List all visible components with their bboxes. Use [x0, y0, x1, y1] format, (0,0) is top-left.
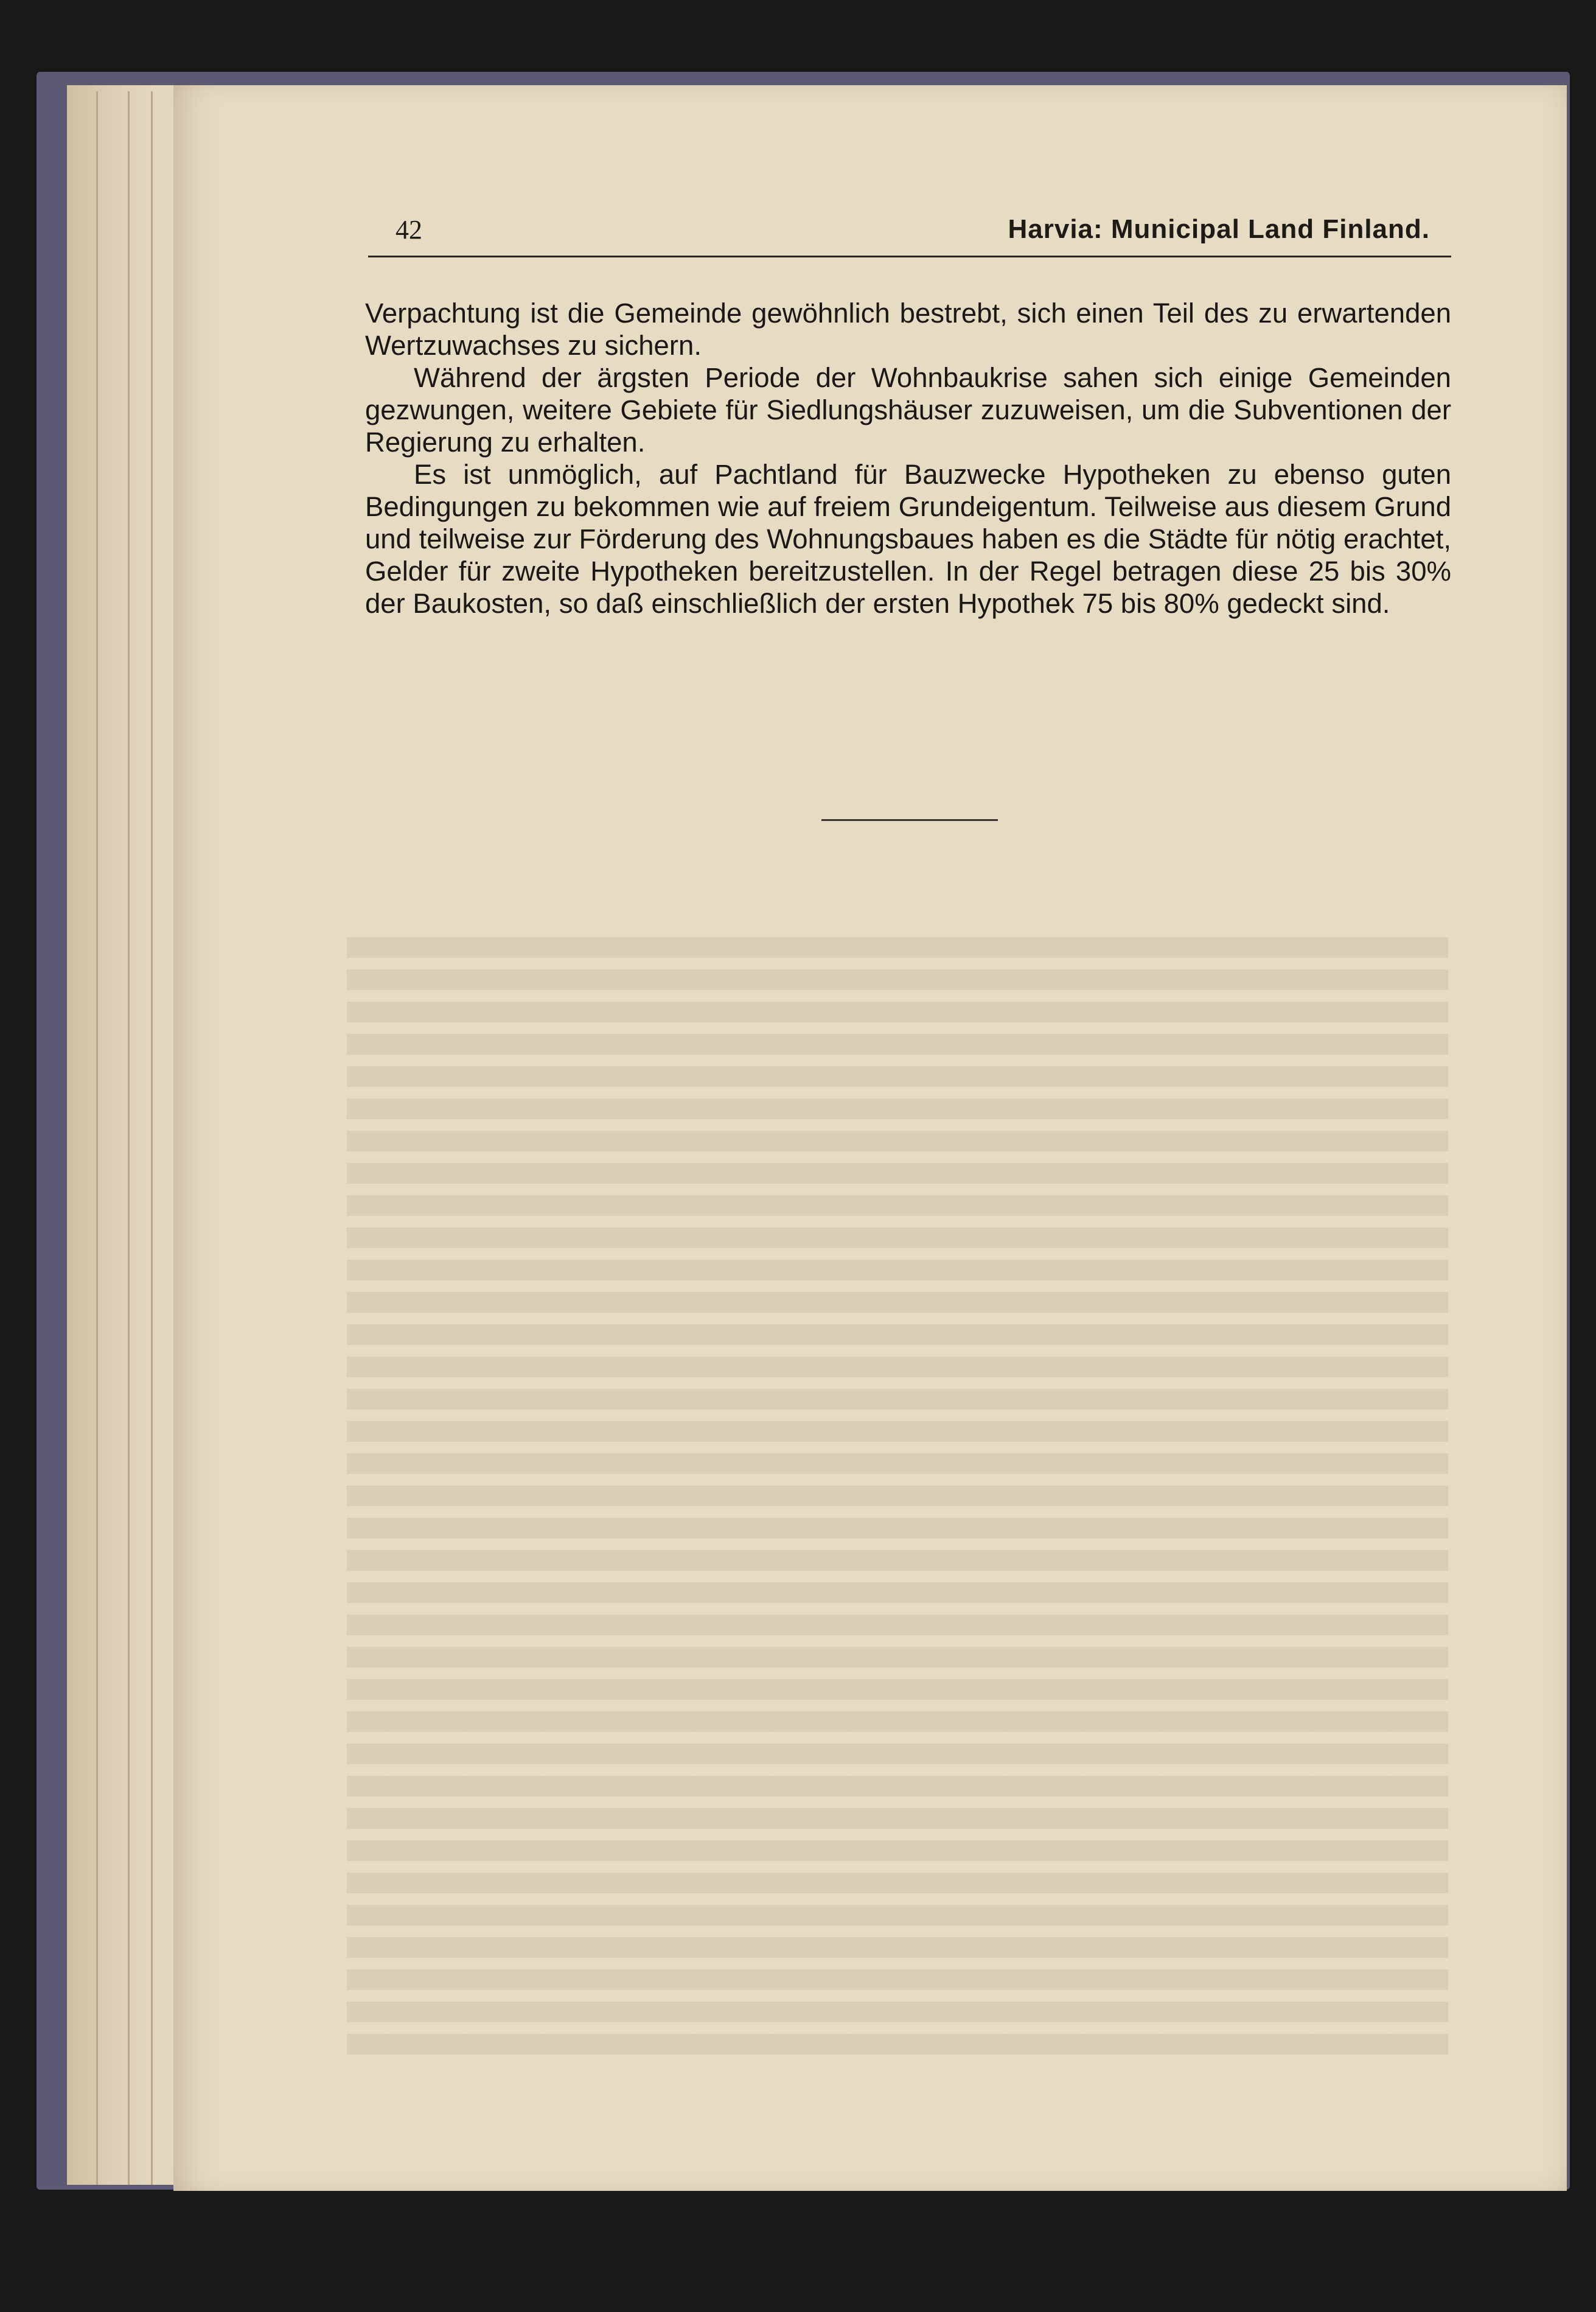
- page-number: 42: [396, 215, 422, 245]
- page-edge-line: [96, 91, 98, 2185]
- page-header: [377, 214, 1448, 251]
- paragraph: Verpachtung ist die Gemeinde gewöhnlich bestrebt, sich einen Teil des zu erwartenden Wertzuwachses zu sichern.: [365, 298, 1451, 361]
- header-rule: [368, 256, 1451, 257]
- paragraph: Während der ärgsten Periode der Wohnbaukrise sahen sich einige Gemeinden gezwungen, weitere Gebiete für Siedlungshäuser zuzuweisen, um die Subventionen der Regierung zu erhalten.: [365, 362, 1451, 458]
- bleed-through-text: [347, 937, 1448, 2057]
- page-edge-line: [151, 91, 153, 2185]
- section-divider: [821, 819, 998, 821]
- page-edge-line: [128, 91, 130, 2185]
- paragraph: Es ist unmöglich, auf Pachtland für Bauzwecke Hypotheken zu ebenso guten Bedingungen zu bekommen wie auf freiem Grundeigentum. Teilweise aus diesem Grund und teilweise zur Förderung des Wohnungsbaues haben es die Städte für nötig erachtet, Gelder für zweite Hypotheken bereitzustellen. In der Regel betragen diese 25 bis 30% der Baukosten, so daß einschließlich der ersten Hypothek 75 bis 80% gedeckt sind.: [365, 459, 1451, 619]
- body-text: [365, 297, 1451, 620]
- running-head: Harvia: Municipal Land Finland.: [1008, 214, 1430, 244]
